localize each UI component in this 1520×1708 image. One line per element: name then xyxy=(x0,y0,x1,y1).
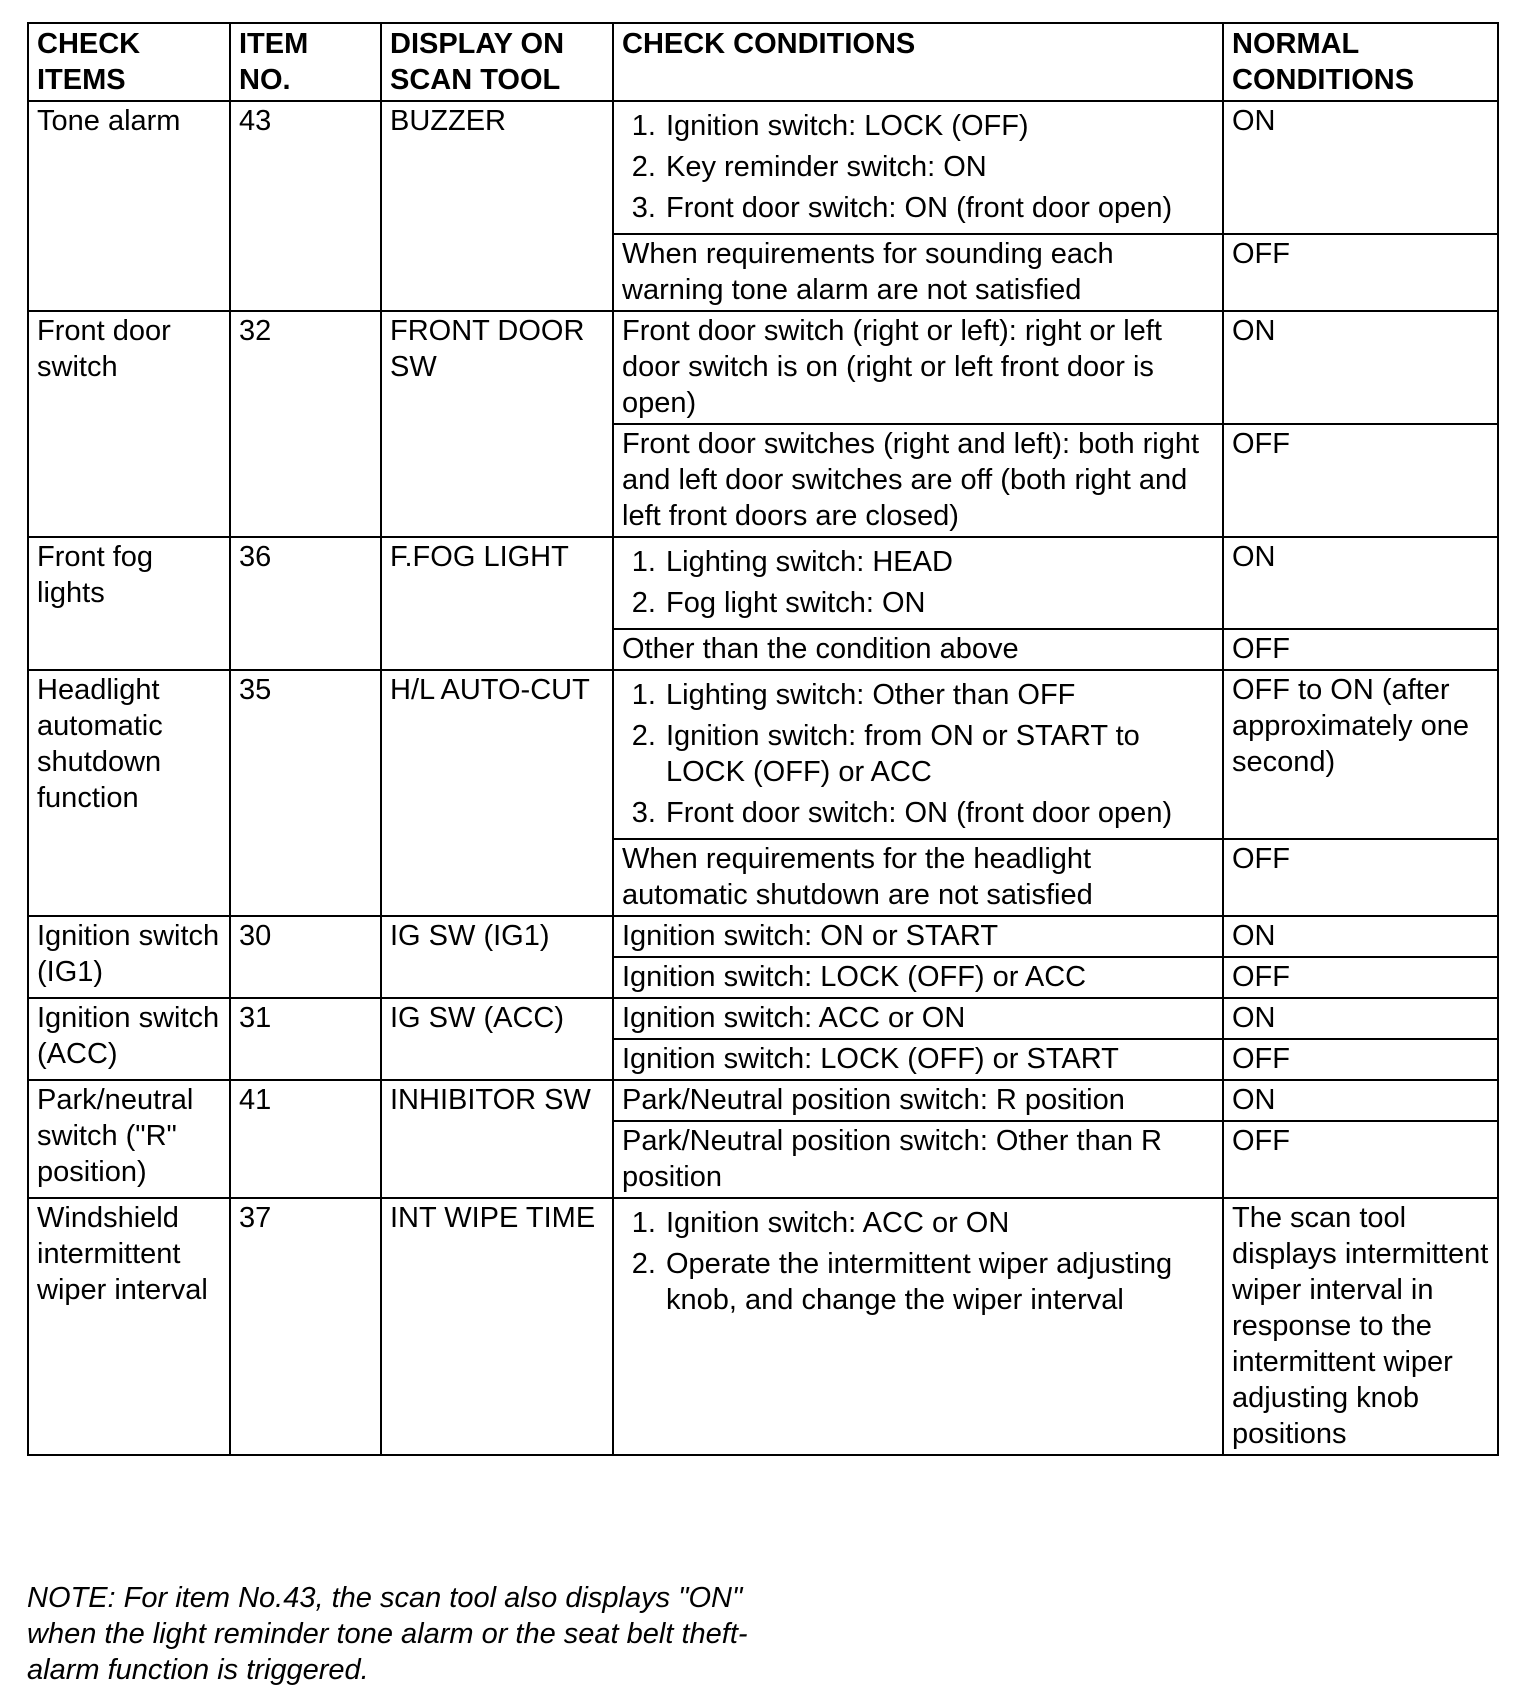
check-condition-cell: Front door switch (right or left): right or left door switch is on (right or left front door is open) xyxy=(613,311,1223,424)
condition-steps-list xyxy=(622,677,1216,831)
normal-condition-cell: OFF xyxy=(1223,957,1498,998)
check-condition-cell: Ignition switch: LOCK (OFF) or START xyxy=(613,1039,1223,1080)
check-item-cell: Front door switch xyxy=(28,311,230,537)
condition-steps-list xyxy=(622,1205,1216,1318)
check-condition-cell: When requirements for the headlight automatic shutdown are not satisfied xyxy=(613,839,1223,916)
condition-step: 3. Front door switch: ON (front door open) xyxy=(664,190,1216,226)
header-item-no: ITEM NO. xyxy=(230,23,381,101)
check-condition-cell: Park/Neutral position switch: Other than R position xyxy=(613,1121,1223,1198)
table-row xyxy=(28,1080,1498,1121)
header-row xyxy=(28,23,1498,101)
table-row xyxy=(28,998,1498,1039)
item-no-cell: 35 xyxy=(230,670,381,916)
check-item-cell: Windshield intermittent wiper interval xyxy=(28,1198,230,1455)
table-body xyxy=(28,101,1498,1455)
normal-condition-cell: ON xyxy=(1223,101,1498,234)
check-item-cell: Headlight automatic shutdown function xyxy=(28,670,230,916)
item-no-cell: 41 xyxy=(230,1080,381,1198)
item-no-cell: 32 xyxy=(230,311,381,537)
header-normal-conditions: NORMAL CONDITIONS xyxy=(1223,23,1498,101)
normal-condition-cell: ON xyxy=(1223,311,1498,424)
condition-step: 2. Fog light switch: ON xyxy=(664,585,1216,621)
check-condition-cell xyxy=(613,537,1223,629)
normal-condition-cell: OFF xyxy=(1223,234,1498,311)
check-condition-cell: When requirements for sounding each warning tone alarm are not satisfied xyxy=(613,234,1223,311)
normal-condition-cell: ON xyxy=(1223,916,1498,957)
check-condition-cell: Ignition switch: ACC or ON xyxy=(613,998,1223,1039)
scan-tool-display-cell: IG SW (ACC) xyxy=(381,998,613,1080)
check-condition-cell: Ignition switch: ON or START xyxy=(613,916,1223,957)
normal-condition-cell: OFF xyxy=(1223,1039,1498,1080)
item-no-cell: 31 xyxy=(230,998,381,1080)
condition-steps-list xyxy=(622,544,1216,621)
table-row xyxy=(28,670,1498,839)
table-row xyxy=(28,537,1498,629)
condition-step: 2. Key reminder switch: ON xyxy=(664,149,1216,185)
table-row xyxy=(28,101,1498,234)
normal-condition-cell: OFF to ON (after approximately one second) xyxy=(1223,670,1498,839)
item-no-cell: 43 xyxy=(230,101,381,311)
scan-tool-display-cell: FRONT DOOR SW xyxy=(381,311,613,537)
normal-condition-cell: The scan tool displays intermittent wiper interval in response to the intermittent wiper adjusting knob positions xyxy=(1223,1198,1498,1455)
condition-step: 1. Ignition switch: ACC or ON xyxy=(664,1205,1216,1241)
check-condition-cell xyxy=(613,670,1223,839)
condition-step: 1. Lighting switch: HEAD xyxy=(664,544,1216,580)
normal-condition-cell: ON xyxy=(1223,537,1498,629)
footnote: NOTE: For item No.43, the scan tool also displays "ON" when the light reminder tone alarm or the seat belt theft-alarm function is triggered. xyxy=(27,1582,748,1686)
item-no-cell: 36 xyxy=(230,537,381,670)
scan-tool-display-cell: INT WIPE TIME xyxy=(381,1198,613,1455)
condition-steps-list xyxy=(622,108,1216,226)
item-no-cell: 30 xyxy=(230,916,381,998)
check-item-cell: Ignition switch (ACC) xyxy=(28,998,230,1080)
header-display-on-scan-tool: DISPLAY ON SCAN TOOL xyxy=(381,23,613,101)
scan-tool-display-cell: F.FOG LIGHT xyxy=(381,537,613,670)
normal-condition-cell: OFF xyxy=(1223,1121,1498,1198)
check-condition-cell: Ignition switch: LOCK (OFF) or ACC xyxy=(613,957,1223,998)
table-row xyxy=(28,916,1498,957)
header-check-conditions: CHECK CONDITIONS xyxy=(613,23,1223,101)
scan-tool-display-cell: BUZZER xyxy=(381,101,613,311)
condition-step: 1. Lighting switch: Other than OFF xyxy=(664,677,1216,713)
table-row xyxy=(28,1198,1498,1455)
normal-condition-cell: OFF xyxy=(1223,839,1498,916)
normal-condition-cell: OFF xyxy=(1223,424,1498,537)
normal-condition-cell: ON xyxy=(1223,1080,1498,1121)
check-items-table xyxy=(27,22,1499,1456)
condition-step: 1. Ignition switch: LOCK (OFF) xyxy=(664,108,1216,144)
table-row xyxy=(28,311,1498,424)
check-condition-cell: Park/Neutral position switch: R position xyxy=(613,1080,1223,1121)
check-condition-cell: Other than the condition above xyxy=(613,629,1223,670)
condition-step: 3. Front door switch: ON (front door open) xyxy=(664,795,1216,831)
condition-step: 2. Ignition switch: from ON or START to LOCK (OFF) or ACC xyxy=(664,718,1216,790)
check-condition-cell xyxy=(613,1198,1223,1455)
check-item-cell: Front fog lights xyxy=(28,537,230,670)
check-condition-cell xyxy=(613,101,1223,234)
normal-condition-cell: ON xyxy=(1223,998,1498,1039)
check-item-cell: Ignition switch (IG1) xyxy=(28,916,230,998)
check-item-cell: Tone alarm xyxy=(28,101,230,311)
scan-tool-display-cell: IG SW (IG1) xyxy=(381,916,613,998)
condition-step: 2. Operate the intermittent wiper adjusting knob, and change the wiper interval xyxy=(664,1246,1216,1318)
check-condition-cell: Front door switches (right and left): both right and left door switches are off (both right and left front doors are closed) xyxy=(613,424,1223,537)
item-no-cell: 37 xyxy=(230,1198,381,1455)
scan-tool-display-cell: INHIBITOR SW xyxy=(381,1080,613,1198)
scan-tool-display-cell: H/L AUTO-CUT xyxy=(381,670,613,916)
check-items-sheet xyxy=(27,22,1497,1456)
check-item-cell: Park/neutral switch ("R" position) xyxy=(28,1080,230,1198)
header-check-items: CHECK ITEMS xyxy=(28,23,230,101)
normal-condition-cell: OFF xyxy=(1223,629,1498,670)
